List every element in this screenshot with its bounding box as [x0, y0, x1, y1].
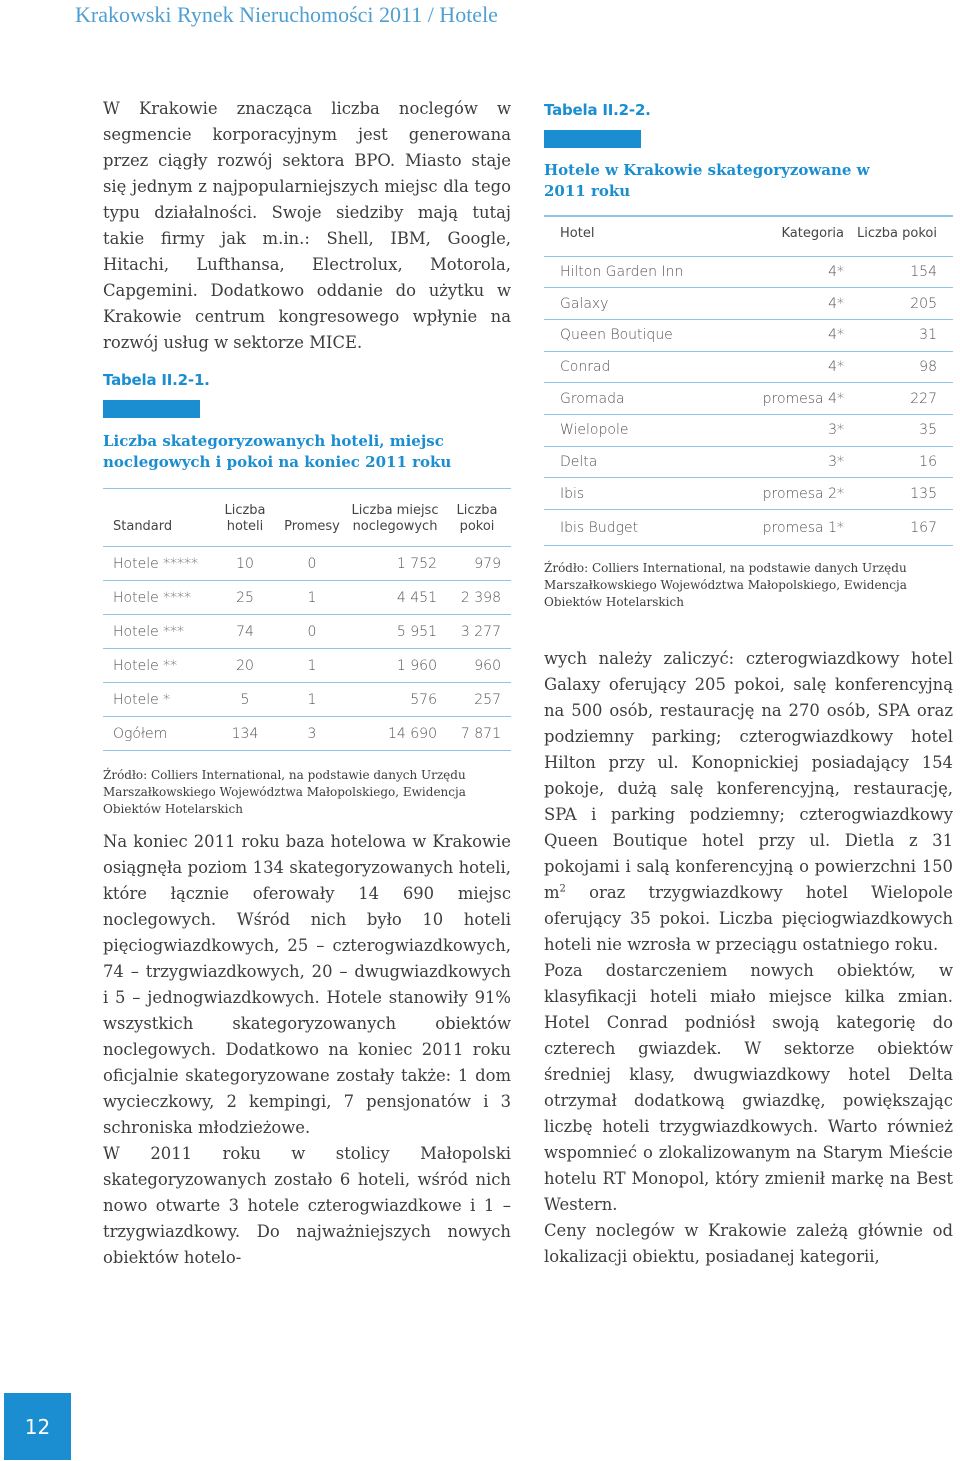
table2-cell: 205 [910, 295, 937, 312]
table2-header-rooms: Liczba pokoi [856, 226, 937, 242]
table2-row [544, 383, 953, 415]
table2-row [544, 256, 953, 288]
prices-paragraph: Ceny noclegów w Krakowie zależą głównie od lokalizacji obiektu, posiadanej kategorii, [544, 1221, 953, 1266]
table1-cell: 25 [236, 589, 254, 606]
table1-cell: 4 451 [396, 589, 437, 606]
table2-cell: Galaxy [560, 295, 609, 312]
table2-cell: Ibis Budget [560, 519, 639, 536]
table1-header-hotels: Liczba hoteli [224, 503, 266, 534]
table1-cell: Hotele ***** [113, 555, 199, 572]
table2-cell: 135 [910, 485, 937, 502]
table2-cell: Delta [560, 453, 598, 470]
table2-cell: 4* [828, 327, 844, 344]
table2-header-category: Kategoria [781, 226, 844, 242]
table1-title: Liczba skategoryzowanych hoteli, miejsc noclegowych i pokoi na koniec 2011 roku [103, 432, 452, 471]
table2-cell: promesa 1* [762, 519, 844, 536]
table2-cell: Ibis [560, 485, 585, 502]
table2-cell: 31 [919, 327, 937, 344]
table2-cell: 167 [910, 519, 937, 536]
table2-cell: 154 [910, 263, 937, 280]
table1-cell: 7 871 [460, 725, 501, 742]
table1-cell: 576 [410, 691, 437, 708]
table1-cell: Ogółem [113, 725, 168, 742]
table2-cell: Queen Boutique [560, 327, 673, 344]
table1-row [103, 683, 511, 717]
table2-header-hotel: Hotel [560, 226, 595, 242]
table1-cell: 1 960 [396, 657, 437, 674]
table1-cell: 2 398 [460, 589, 501, 606]
table1-cell: 960 [474, 657, 501, 674]
table2-cell: 227 [910, 390, 937, 407]
table2-cell: promesa 2* [762, 485, 844, 502]
table1-accent-bar [103, 400, 200, 418]
table1-cell: 3 [307, 725, 317, 742]
table2-cell: 98 [919, 358, 937, 375]
left-column [103, 96, 511, 356]
table1-cell: 1 [307, 589, 317, 606]
table2-cell: Conrad [560, 358, 611, 375]
right-column [544, 646, 953, 1270]
table2-row [544, 446, 953, 478]
table1-cell: 10 [236, 555, 254, 572]
table1-cell: Hotele *** [113, 623, 185, 640]
table1-row [103, 581, 511, 615]
table2-cell: 3* [828, 422, 844, 439]
table1-row [103, 615, 511, 649]
table2-cell: Wielopole [560, 422, 629, 439]
table2-block [544, 101, 953, 611]
table2-cell: Gromada [560, 390, 625, 407]
table2-row [544, 478, 953, 510]
table1-cell: 5 [240, 691, 250, 708]
table1-cell: 0 [307, 623, 317, 640]
table1-cell: 1 752 [396, 555, 437, 572]
table2-label: Tabela II.2-2. [544, 101, 651, 119]
table1-row [103, 649, 511, 683]
table1-cell: 1 [307, 657, 317, 674]
table1-cell: 20 [236, 657, 254, 674]
table2-cell: Hilton Garden Inn [560, 263, 684, 280]
table1-cell: 257 [474, 691, 501, 708]
table1-row [103, 547, 511, 581]
table1-cell: 14 690 [388, 725, 437, 742]
classification-changes-paragraph: Poza dostarczeniem nowych obiektów, w klasyfikacji hoteli miało miejsce kilka zmian. Hotel Conrad podniósł swoją kategorię do czterech gwiazdek. W sektorze obiektów średniej klasy, dwugwiazdkowy hotel Delta otrzymał dodatkową gwiazdkę, powiększając liczbę hoteli trzygwiazdkowych. Warto również wspomnieć o zlokalizowanym na Starym Mieście hotelu RT Monopol, który zmienił markę na Best Western. [544, 961, 953, 1214]
table1-header-standard: Standard [113, 519, 173, 534]
table1-cell: 0 [307, 555, 317, 572]
table1-block [103, 371, 511, 818]
table2-cell: 4* [828, 358, 844, 375]
table1-source: Źródło: Colliers International, na podstawie danych Urzędu Marszałkowskiego Województwa Małopolskiego, Ewidencja Obiektów Hotelarskich [103, 768, 466, 816]
page-number-badge [4, 1393, 71, 1460]
table1-header-promesy: Promesy [284, 519, 340, 534]
hotel-base-paragraph: Na koniec 2011 roku baza hotelowa w Krakowie osiągnęła poziom 134 skategoryzowanych hoteli, które łącznie oferowały 14 690 miejsc noclegowych. Wśród nich było 10 hoteli pięciogwiazdkowych, 25 – czterogwiazdkowych, 74 – trzygwiazdkowych, 20 – dwugwiazdkowych i 5 – jednogwiazdkowych. Hotele stanowiły 91% wszystkich skategoryzowanych obiektów noclegowych. Dodatkowo na koniec 2011 roku oficjalnie skategoryzowane zostały także: 1 dom wycieczkowy, 2 kempingi, 7 pensjonatów i 3 schroniska młodzieżowe. [103, 832, 511, 1137]
table1-header-beds: Liczba miejsc noclegowych [351, 503, 439, 534]
square-meter-superscript: 2 [559, 883, 566, 895]
table2-accent-bar [544, 130, 641, 148]
table2-cell: 35 [919, 422, 937, 439]
table1-cell: Hotele ** [113, 657, 178, 674]
table2-row [544, 319, 953, 351]
table2-row [544, 288, 953, 320]
table1-cell: Hotele * [113, 691, 171, 708]
table1-cell: 3 277 [460, 623, 501, 640]
table2-cell: 3* [828, 453, 844, 470]
page-number: 12 [24, 1414, 51, 1439]
table2-cell: 16 [919, 453, 937, 470]
table2-source: Źródło: Colliers International, na podstawie danych Urzędu Marszałkowskiego Województwa Małopolskiego, Ewidencja Obiektów Hotelarskich [544, 561, 907, 609]
table2-row [544, 414, 953, 446]
table2-row [544, 510, 953, 546]
table1-row [103, 717, 511, 751]
page-header-title: Krakowski Rynek Nieruchomości 2011 / Hotele [75, 2, 498, 27]
table2 [544, 215, 953, 546]
table2-title: Hotele w Krakowie skategoryzowane w 2011 roku [544, 161, 870, 200]
table2-cell: 4* [828, 295, 844, 312]
table1-cell: 979 [474, 555, 501, 572]
table1-label: Tabela II.2-1. [103, 371, 210, 389]
table1-header-rooms: Liczba pokoi [456, 503, 498, 534]
table1-cell: 1 [307, 691, 317, 708]
table1-cell: 134 [231, 725, 259, 742]
right-para1-end: oraz trzygwiazdkowy hotel Wielopole oferujący 35 pokoi. Liczba pięciogwiazdkowych hoteli nie wzrosła w przeciągu ostatniego roku. [544, 883, 953, 954]
table1-cell: 5 951 [396, 623, 437, 640]
intro-paragraph: W Krakowie znacząca liczba noclegów w segmencie korporacyjnym jest generowana przez ciągły rozwój sektora BPO. Miasto staje się jednym z najpopularniejszych miejsc dla tego typu działalności. Swoje siedziby mają tutaj takie firmy jak m.in.: Shell, IBM, Google, Hitachi, Lufthansa, Electrolux, Motorola, Capgemini. Dodatkowo oddanie do użytku w Krakowie centrum kongresowego wpłynie na rozwój usług w sektorze MICE. [103, 99, 511, 352]
table2-row [544, 351, 953, 383]
new-hotels-continued-paragraph [544, 646, 953, 958]
table1-cell: 74 [236, 623, 254, 640]
table1 [103, 488, 511, 751]
table2-cell: 4* [828, 263, 844, 280]
right-para1-text: wych należy zaliczyć: czterogwiazdkowy hotel Galaxy oferujący 205 pokoi, salę konferencyjną na 500 osób, restaurację na 270 osób, SPA oraz podziemny parking; czterogwiazdkowy hotel Hilton przy ul. Konopnickiej posiadający 154 pokoje, dużą salę konferencyjną, restaurację, SPA i parking podziemny; czterogwiazdkowy Queen Boutique hotel przy ul. Dietla z 31 pokojami i salą konferencyjną o powierzchni 150 m [544, 649, 953, 902]
new-hotels-paragraph: W 2011 roku w stolicy Małopolski skategoryzowanych zostało 6 hoteli, wśród nich nowo otwarte 3 hotele czterogwiazdkowe i 1 – trzygwiazdkowy. Do najważniejszych nowych obiektów hotelo- [103, 1144, 511, 1267]
table2-cell: promesa 4* [762, 390, 844, 407]
left-column-lower [103, 829, 511, 1271]
table1-cell: Hotele **** [113, 589, 192, 606]
